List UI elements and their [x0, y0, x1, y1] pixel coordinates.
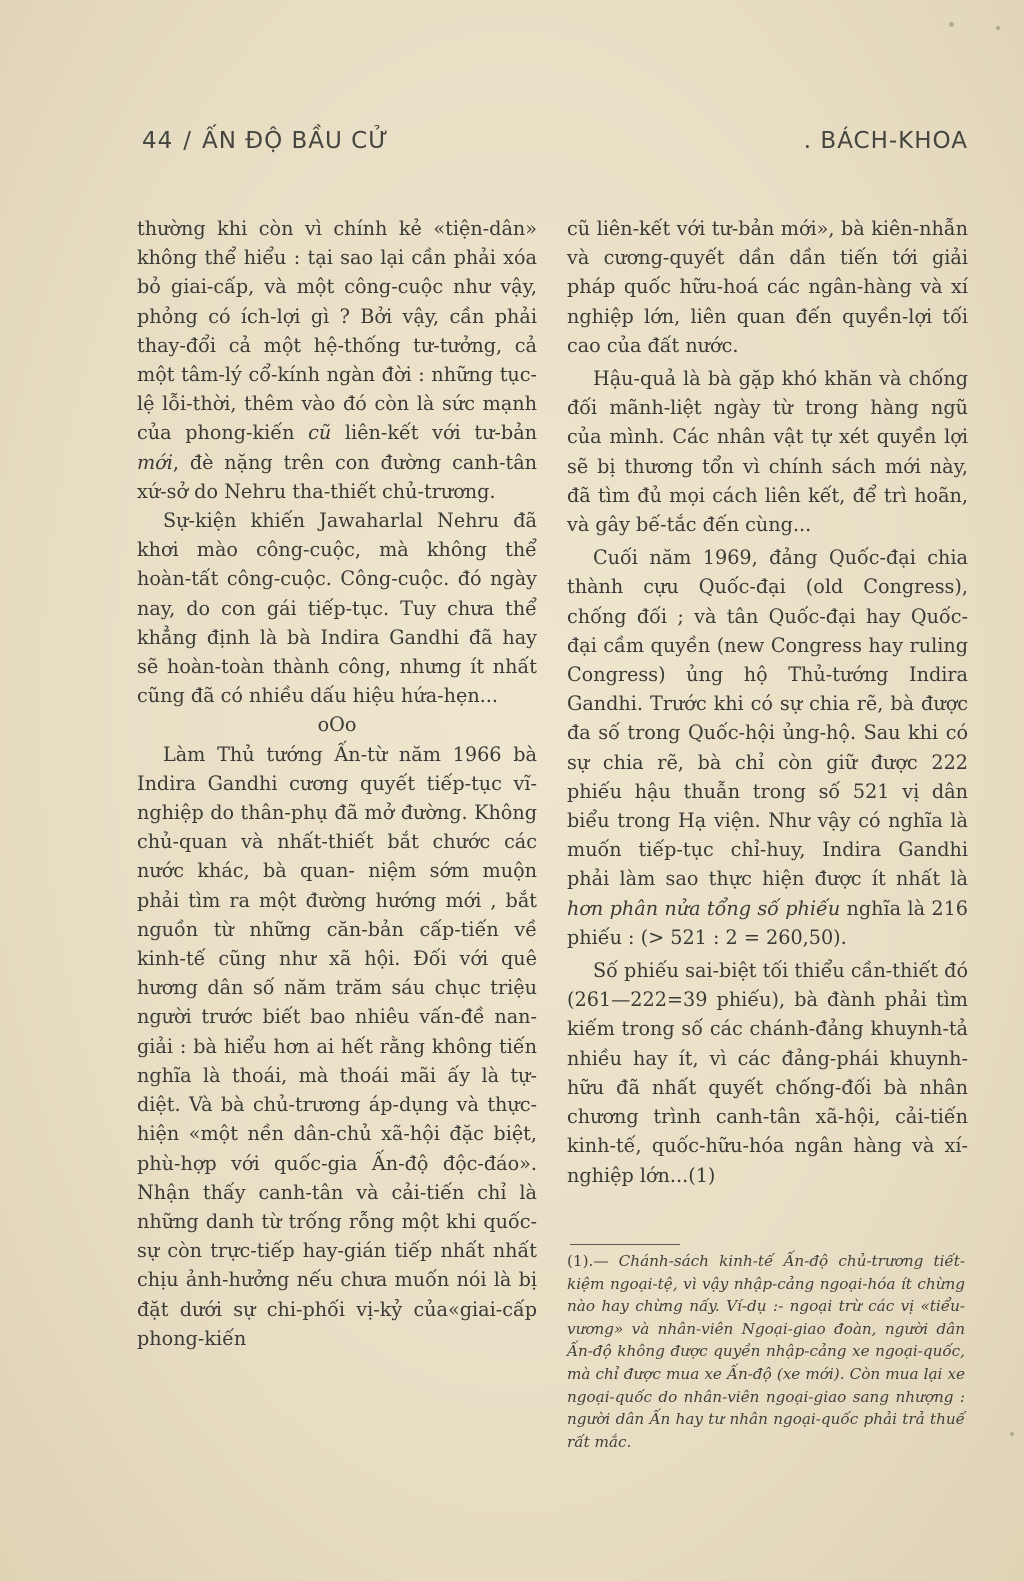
paragraph: cũ liên-kết với tư-bản mới», bà kiên-nhẫn và cương-quyết dần dần tiến tới giải pháp quốc hữu-hoá các ngân-hàng và xí nghiệp lớn, liên quan đến quyền-lợi tối cao của đất nước. [567, 217, 968, 357]
paragraph-text: nghĩa là 216 phiếu : (> 521 : 2 = 260,50). [567, 896, 968, 949]
magazine-name: . BÁCH-KHOA [803, 128, 968, 154]
footnote [567, 1250, 965, 1453]
paragraph: Sự-kiện khiến Jawaharlal Nehru đã khơi mào công-cuộc, mà không thể hoàn-tất công-cuộc. Công-cuộc. đó ngày nay, do con gái tiếp-tục. Tuy chưa thể khẳng định là bà Indira Gandhi đã hay sẽ hoàn-toàn thành công, nhưng ít nhất cũng đã có nhiều dấu hiệu hứa-hẹn... [137, 509, 537, 708]
header-separator: / [183, 128, 193, 154]
article-title: ẤN ĐỘ BẦU CỬ [202, 128, 389, 154]
running-header [142, 128, 968, 168]
paragraph [567, 543, 968, 952]
italic-text: mới [137, 450, 173, 474]
italic-text: hơn phân nửa tổng số phiếu [567, 896, 841, 920]
paragraph-text: Cuối năm 1969, đảng Quốc-đại chia thành cựu Quốc-đại (old Congress), chống đối ; và tân Quốc-đại hay Quốc-đại cầm quyền (new Congress hay ruling Congress) ủng hộ Thủ-tướng Indira Gandhi. Trước khi có sự chia rẽ, bà được đa số trong Quốc-hội ủng-hộ. Sau khi có sự chia rẽ, bà chỉ còn giữ được 222 phiếu hậu thuẫn trong số 521 vị dân biểu trong Hạ viện. Như vậy có nghĩa là muốn tiếp-tục chỉ-huy, Indira Gandhi phải làm sao thực hiện được ít nhất là [567, 546, 968, 891]
paper-speck [996, 26, 1000, 30]
footnote-mark: (1).— [567, 1252, 609, 1270]
paragraph-text: , đè nặng trên con đường canh-tân xứ-sở do Nehru tha-thiết chủ-trương. [137, 450, 537, 503]
paper-speck [1010, 1432, 1014, 1436]
paragraph [137, 214, 537, 506]
paper-speck [949, 22, 954, 27]
italic-text: cũ [308, 421, 332, 445]
header-left [142, 128, 389, 154]
page-number: 44 [142, 128, 174, 154]
paragraph: Hậu-quả là bà gặp khó khăn và chống đối mãnh-liệt ngày từ trong hàng ngũ của mình. Các nhân vật tự xét quyền lợi sẽ bị thương tổn vì chính sách mới này, đã tìm đủ mọi cách liên kết, để trì hoãn, và gây bế-tắc đến cùng... [567, 367, 968, 537]
paragraph-text: liên-kết với tư-bản [331, 421, 537, 445]
paragraph-text: thường khi còn vì chính kẻ «tiện-dân» không thể hiểu : tại sao lại cần phải xóa bỏ giai-cấp, và một công-cuộc như vậy, phỏng có ích-lợi gì ? Bởi vậy, cần phải thay-đổi cả một hệ-thống tư-tưởng, cả một tâm-lý cổ-kính ngàn đời : những tục-lệ lỗi-thời, thêm vào đó còn là sức mạnh của phong-kiến [137, 217, 537, 445]
footnote-rule [570, 1244, 680, 1245]
paragraph: Số phiếu sai-biệt tối thiểu cần-thiết đó (261—222=39 phiếu), bà đành phải tìm kiếm trong số các chánh-đảng khuynh-tả nhiều hay ít, vì các đảng-phái khuynh-hữu đã nhất quyết chống-đối bà nhân chương trình canh-tân xã-hội, cải-tiến kinh-tế, quốc-hữu-hóa ngân hàng và xí-nghiệp lớn...(1) [567, 959, 968, 1187]
footnote-text: Chánh-sách kinh-tế Ấn-độ chủ-trương tiết-kiệm ngoại-tệ, vì vậy nhập-cảng ngoại-hóa ít chừng nào hay chừng nấy. Ví-dụ :- ngoại trừ các vị «tiểu-vương» và nhân-viên Ngoại-giao đoàn, người dân Ấn-độ không được quyền nhập-cảng xe ngoại-quốc, mà chỉ được mua xe Ấn-độ (xe mới). Còn mua lại xe ngoại-quốc do nhân-viên ngoại-giao sang nhượng : người dân Ấn hay tư nhân ngoại-quốc phải trả thuế rất mắc. [567, 1252, 965, 1451]
paragraph: Làm Thủ tướng Ấn-từ năm 1966 bà Indira Gandhi cương quyết tiếp-tục vĩ-nghiệp do thân-phụ đã mở đường. Không chủ-quan và nhất-thiết bắt chước các nước khác, bà quan- niệm sớm muộn phải tìm ra một đường hướng mới , bắt nguồn từ những căn-bản cấp-tiến về kinh-tế cũng như xã hội. Đối với quê hương dân số năm trăm sáu chục triệu người trước biết bao nhiêu vấn-đề nan-giải : bà hiểu hơn ai hết rằng không tiến nghĩa là thoái, mà thoái mãi ấy là tự-diệt. Và bà chủ-trương áp-dụng và thực-hiện «một nền dân-chủ xã-hội đặc biệt, phù-hợp với quốc-gia Ấn-độ độc-đáo». Nhận thấy canh-tân và cải-tiến chỉ là những danh từ trống rỗng một khi quốc-sự còn trực-tiếp hay-gián tiếp nhất nhất chịu ảnh-hưởng nếu chưa muốn nói là bị đặt dưới sự chi-phối vị-kỷ của«giai-cấp phong-kiến [137, 742, 537, 1350]
right-column [567, 214, 968, 1190]
left-column [137, 214, 537, 1353]
section-divider: oOo [317, 713, 357, 737]
